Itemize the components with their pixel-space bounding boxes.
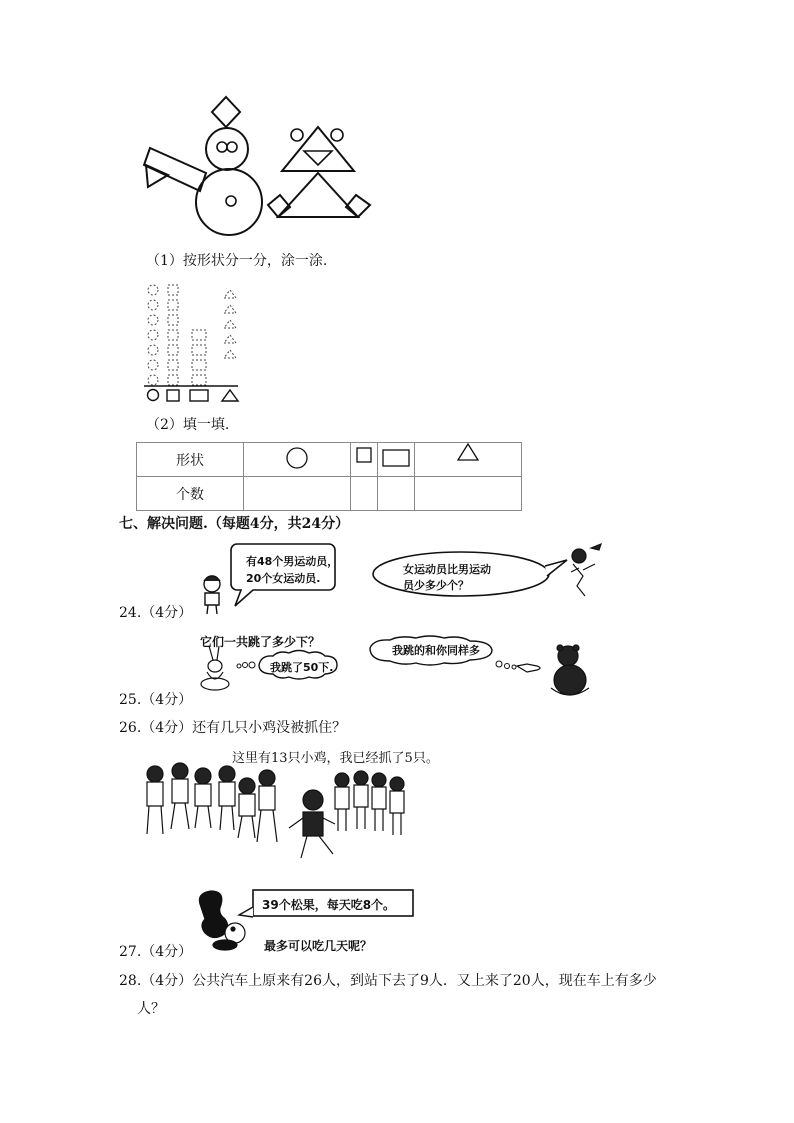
q24-number: 24.（4分） <box>119 605 193 621</box>
child-group-right <box>335 771 404 835</box>
triangle-cell <box>415 443 522 477</box>
triangle-count-cell[interactable] <box>415 477 522 511</box>
q26-children-illustration <box>135 762 415 862</box>
coloring-chart <box>142 282 252 402</box>
square-count-cell[interactable] <box>351 477 378 511</box>
question-1-label: （1）按形状分一分，涂一涂. <box>146 253 328 269</box>
circle-cell <box>244 443 351 477</box>
chasing-child <box>289 790 335 858</box>
squirrel-figure <box>199 891 245 950</box>
bottom-triangle <box>278 173 358 217</box>
q27-question: 最多可以吃几天呢？ <box>264 939 373 953</box>
circle-count-cell[interactable] <box>244 477 351 511</box>
shapes-figure <box>140 95 380 235</box>
q26-number: 26.（4分）还有几只小鸡没被抓住？ <box>119 720 347 736</box>
count-row-label: 个数 <box>137 477 244 511</box>
q25-left-bubble: 我跳了50下. <box>270 661 334 674</box>
child-group-left <box>147 763 277 842</box>
girl-figure <box>571 544 601 596</box>
q24-right-bubble-line2: 员少多少个？ <box>403 579 469 592</box>
rectangle-count-cell[interactable] <box>378 477 415 511</box>
q25-number: 25.（4分） <box>119 692 193 708</box>
q28-line2: 人？ <box>137 1001 165 1017</box>
bear-figure <box>551 645 589 695</box>
q24-left-bubble-line1: 有48个男运动员， <box>246 555 339 568</box>
shape-row-label: 形状 <box>137 443 244 477</box>
q27-number: 27.（4分） <box>119 944 193 960</box>
boy-figure <box>204 576 220 614</box>
body-circle <box>196 169 262 235</box>
q24-right-bubble-line1: 女运动员比男运动 <box>403 563 491 576</box>
q27-sign-text: 39个松果，每天吃8个。 <box>262 898 396 912</box>
rabbit-figure <box>201 646 229 690</box>
diamond-shape <box>212 97 240 127</box>
q26-caption: 这里有13只小鸡，我已经抓了5只。 <box>232 751 439 766</box>
rectangle-cell <box>378 443 415 477</box>
section-7-title: 七、解决问题.（每题4分，共24分） <box>119 516 350 532</box>
shape-count-table <box>136 442 522 511</box>
q25-right-bubble: 我跳的和你同样多 <box>392 644 480 657</box>
q25-question: 它们一共跳了多少下？ <box>200 635 321 649</box>
q28-line1: 28.（4分）公共汽车上原来有26人，到站下去了9人．又上来了20人，现在车上有多少 <box>119 973 657 989</box>
square-cell <box>351 443 378 477</box>
question-2-label: （2）填一填. <box>146 417 230 433</box>
q24-left-bubble-line2: 20个女运动员. <box>246 572 321 585</box>
